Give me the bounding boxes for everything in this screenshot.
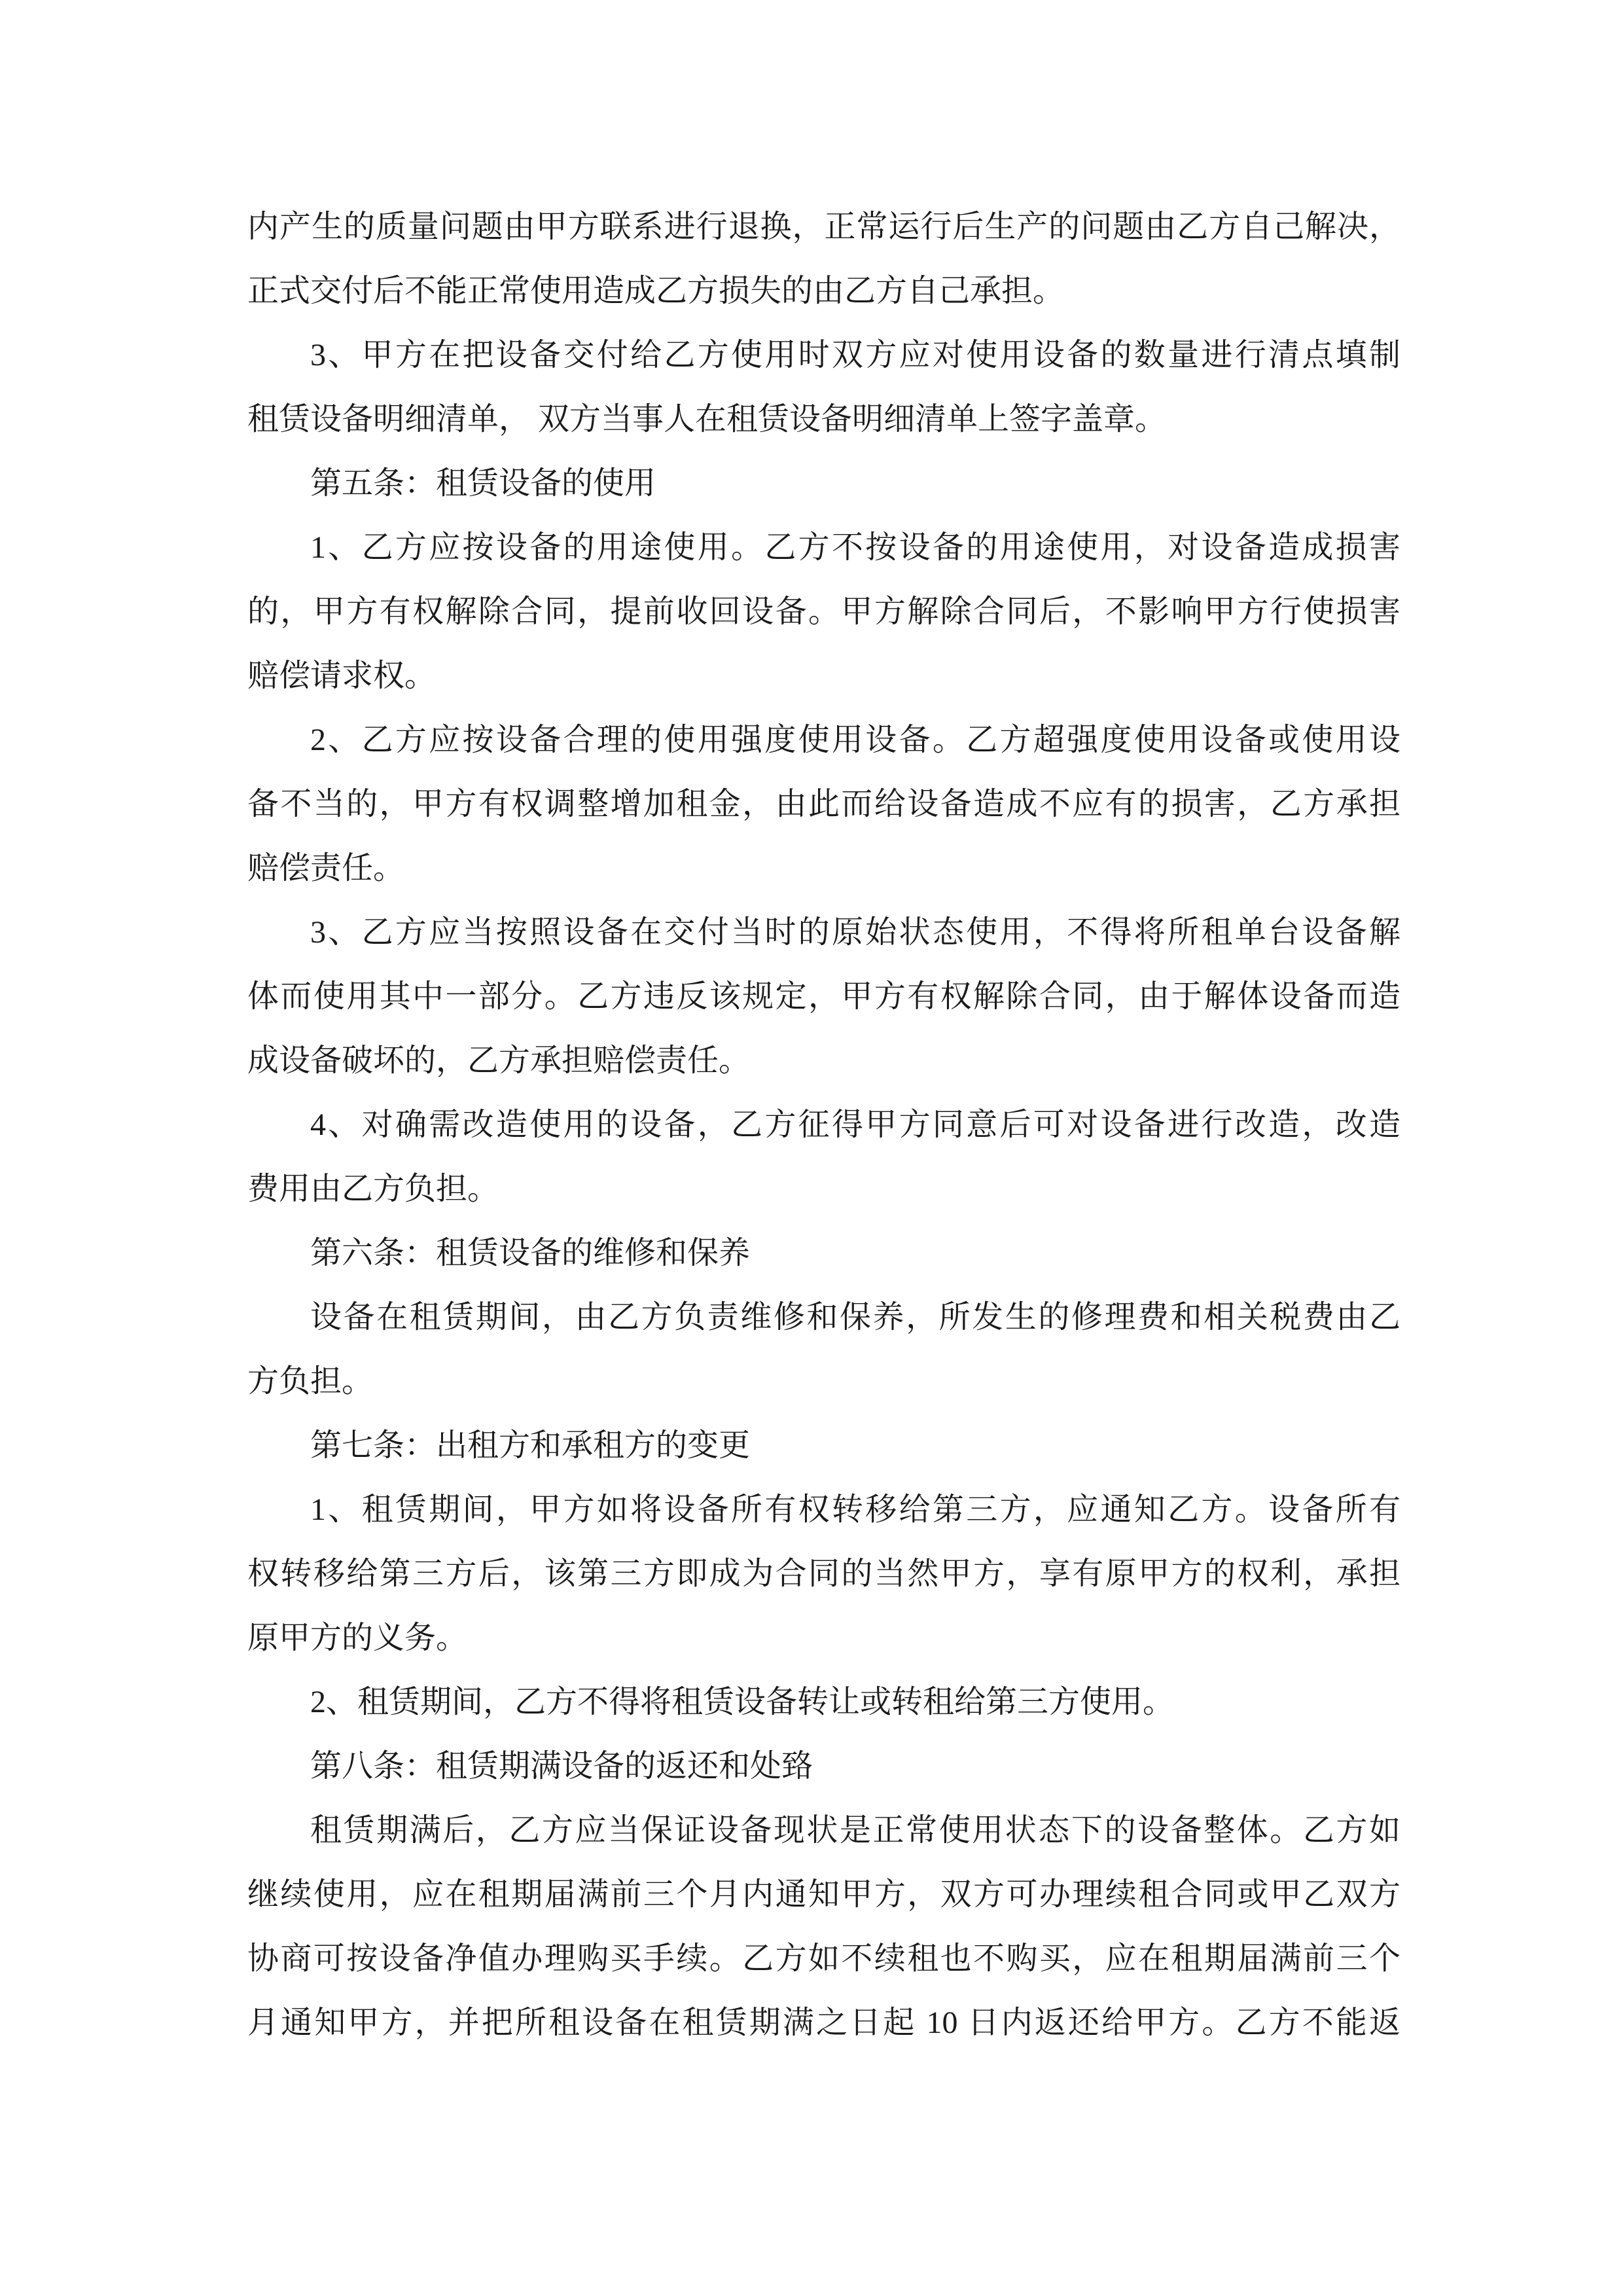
- text-line: 1、乙方应按设备的用途使用。乙方不按设备的用途使用，对设备造成损害: [310, 530, 1400, 565]
- text-line: 正式交付后不能正常使用造成乙方损失的由乙方自己承担。: [247, 274, 1065, 308]
- text-line: 4、对确需改造使用的设备，乙方征得甲方同意后可对设备进行改造，改造: [310, 1107, 1400, 1142]
- text-line: 赔偿责任。: [247, 851, 405, 886]
- text-line: 2、租赁期间，乙方不得将租赁设备转让或转租给第三方使用。: [310, 1685, 1175, 1719]
- text-line: 原甲方的义务。: [247, 1621, 468, 1655]
- text-line: 继续使用，应在租期届满前三个月内通知甲方，双方可办理续租合同或甲乙双方: [247, 1877, 1400, 1912]
- section-heading: 第八条：租赁期满设备的返还和处臵: [310, 1749, 813, 1784]
- text-line: 租赁设备明细清单， 双方当事人在租赁设备明细清单上签字盖章。: [247, 402, 1167, 437]
- text-line: 3、甲方在把设备交付给乙方使用时双方应对使用设备的数量进行清点填制: [310, 338, 1400, 372]
- text-line: 1、租赁期间，甲方如将设备所有权转移给第三方，应通知乙方。设备所有: [310, 1492, 1400, 1527]
- text-line: 方负担。: [247, 1364, 374, 1399]
- text-line: 月通知甲方，并把所租设备在租赁期满之日起 10 日内返还给甲方。乙方不能返: [247, 2005, 1400, 2040]
- section-heading: 第六条：租赁设备的维修和保养: [310, 1236, 751, 1270]
- text-line: 3、乙方应当按照设备在交付当时的原始状态使用，不得将所租单台设备解: [310, 915, 1400, 950]
- contract-text-block: [247, 195, 1400, 2055]
- text-line: 赔偿请求权。: [247, 658, 437, 693]
- text-line: 成设备破坏的，乙方承担赔偿责任。: [247, 1043, 751, 1078]
- section-heading: 第七条：出租方和承租方的变更: [310, 1428, 751, 1463]
- text-line: 协商可按设备净值办理购买手续。乙方如不续租也不购买，应在租期届满前三个: [247, 1941, 1400, 1976]
- text-line: 权转移给第三方后，该第三方即成为合同的当然甲方，享有原甲方的权利，承担: [247, 1556, 1400, 1591]
- text-line: 体而使用其中一部分。乙方违反该规定，甲方有权解除合同，由于解体设备而造: [247, 979, 1400, 1014]
- text-line: 设备在租赁期间，由乙方负责维修和保养，所发生的修理费和相关税费由乙: [310, 1300, 1400, 1335]
- section-heading: 第五条：租赁设备的使用: [310, 466, 656, 501]
- text-line: 租赁期满后，乙方应当保证设备现状是正常使用状态下的设备整体。乙方如: [310, 1813, 1400, 1848]
- text-line: 费用由乙方负担。: [247, 1172, 499, 1206]
- text-line: 2、乙方应按设备合理的使用强度使用设备。乙方超强度使用设备或使用设: [310, 723, 1400, 757]
- text-line: 备不当的，甲方有权调整增加租金，由此而给设备造成不应有的损害，乙方承担: [247, 787, 1400, 821]
- text-line: 的，甲方有权解除合同，提前收回设备。甲方解除合同后，不影响甲方行使损害: [247, 594, 1400, 629]
- text-line: 内产生的质量问题由甲方联系进行退换，正常运行后生产的问题由乙方自己解决，: [247, 209, 1400, 244]
